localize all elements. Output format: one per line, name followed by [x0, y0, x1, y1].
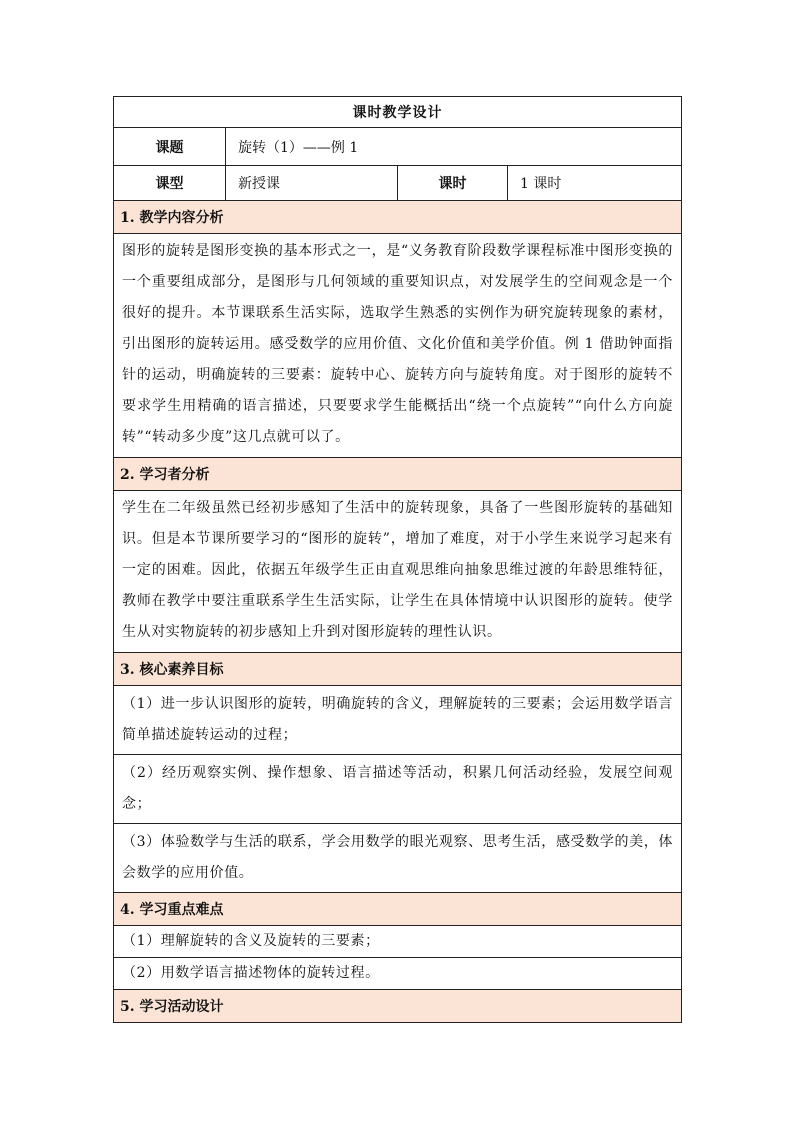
lesson-plan-table — [113, 96, 682, 1023]
type-value: 新授课 — [226, 166, 398, 201]
section-heading-row — [114, 653, 682, 686]
section-heading-learner-analysis: 2. 学习者分析 — [114, 458, 682, 491]
section-heading-row — [114, 458, 682, 491]
list-item — [114, 686, 682, 755]
list-item — [114, 824, 682, 893]
section-body-row — [114, 234, 682, 458]
section-heading-key-points: 4. 学习重点难点 — [114, 893, 682, 926]
document-title: 课时教学设计 — [114, 97, 682, 128]
section-heading-activity-design: 5. 学习活动设计 — [114, 990, 682, 1023]
list-item — [114, 926, 682, 958]
list-item — [114, 958, 682, 990]
core-goal-item-3: （3）体验数学与生活的联系，学会用数学的眼光观察、思考生活，感受数学的美，体会数学的应用价值。 — [114, 824, 682, 893]
hours-label: 课时 — [398, 166, 508, 201]
section-body-row — [114, 491, 682, 653]
list-item — [114, 755, 682, 824]
hours-value: 1 课时 — [508, 166, 682, 201]
type-row — [114, 166, 682, 201]
content-analysis-paragraph: 图形的旋转是图形变换的基本形式之一，是“义务教育阶段数学课程标准中图形变换的一个重要组成部分，是图形与几何领域的重要知识点，对发展学生的空间观念是一个很好的提升。本节课联系生活实际，选取学生熟悉的实例作为研究旋转现象的素材，引出图形的旋转运用。感受数学的应用价值、文化价值和美学价值。例 1 借助钟面指针的运动，明确旋转的三要素：旋转中心、旋转方向与旋转角度。对于图形的旋转不要求学生用精确的语言描述，只要要求学生能概括出“绕一个点旋转”“向什么方向旋转”“转动多少度”这几点就可以了。 — [114, 234, 682, 458]
title-row — [114, 97, 682, 128]
section-heading-content-analysis: 1. 教学内容分析 — [114, 201, 682, 234]
learner-analysis-paragraph: 学生在二年级虽然已经初步感知了生活中的旋转现象，具备了一些图形旋转的基础知识。但是本节课所要学习的“图形的旋转”，增加了难度，对于小学生来说学习起来有一定的困难。因此，依据五年级学生正由直观思维向抽象思维过渡的年龄思维特征，教师在教学中要注重联系学生生活实际，让学生在具体情境中认识图形的旋转。使学生从对实物旋转的初步感知上升到对图形旋转的理性认识。 — [114, 491, 682, 653]
section-heading-row — [114, 201, 682, 234]
lesson-plan-page — [113, 96, 681, 1023]
section-heading-core-goals: 3. 核心素养目标 — [114, 653, 682, 686]
topic-row — [114, 128, 682, 166]
key-point-item-1: （1）理解旋转的含义及旋转的三要素； — [114, 926, 682, 958]
topic-value: 旋转（1）——例 1 — [226, 128, 682, 166]
type-label: 课型 — [114, 166, 226, 201]
section-heading-row — [114, 990, 682, 1023]
section-heading-row — [114, 893, 682, 926]
core-goal-item-2: （2）经历观察实例、操作想象、语言描述等活动，积累几何活动经验，发展空间观念； — [114, 755, 682, 824]
key-point-item-2: （2）用数学语言描述物体的旋转过程。 — [114, 958, 682, 990]
topic-label: 课题 — [114, 128, 226, 166]
core-goal-item-1: （1）进一步认识图形的旋转，明确旋转的含义，理解旋转的三要素；会运用数学语言简单描述旋转运动的过程； — [114, 686, 682, 755]
